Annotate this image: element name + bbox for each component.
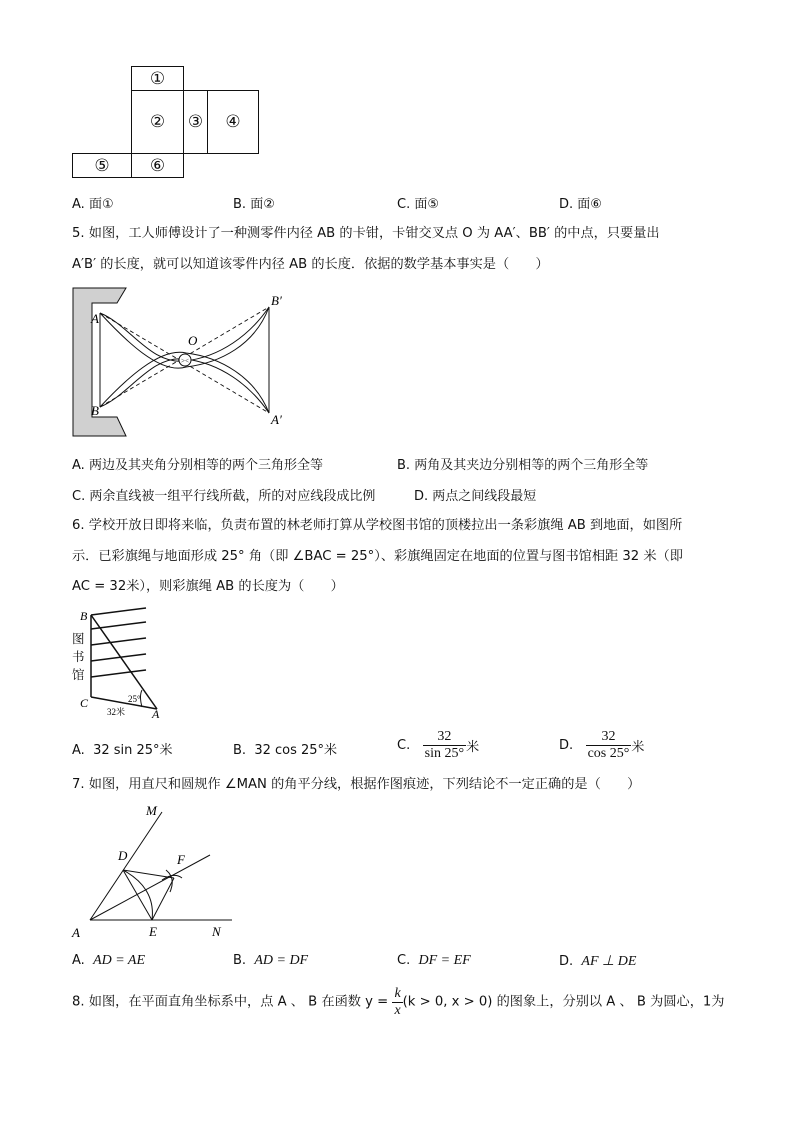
- q7-stem-line1: 7. 如图，用直尺和圆规作 ∠MAN 的角平分线，根据作图痕迹，下列结论不一定正确的是（ ）: [72, 777, 641, 792]
- q4-option-a[interactable]: A. 面①: [72, 197, 114, 212]
- q5-option-b[interactable]: B. 两角及其夹边分别相等的两个三角形全等: [397, 458, 649, 473]
- q5-stem-line2: A′B′ 的长度，就可以知道该零件内径 AB 的长度．依据的数学基本事实是（ ）: [72, 257, 549, 272]
- net-face-4: ④: [207, 90, 259, 154]
- label-ap: A′: [271, 412, 282, 427]
- q6-option-c[interactable]: C. $\frac{32}{\sin 25^\circ}$ 米: [397, 729, 480, 761]
- flag-line-1: [91, 608, 146, 615]
- rope-ab: [91, 615, 157, 709]
- q7-option-b[interactable]: B. AD = DF: [233, 953, 309, 968]
- net-face-1: ①: [131, 66, 184, 91]
- net-face-2: ②: [131, 90, 184, 154]
- q5-option-c[interactable]: C. 两余直线被一组平行线所截，所的对应线段成比例: [72, 489, 376, 504]
- angle-bisector-figure: [70, 800, 240, 940]
- caliper-figure: [70, 285, 292, 440]
- label-bp: B′: [271, 293, 282, 308]
- arm-2: [100, 359, 269, 413]
- q4-option-b[interactable]: B. 面②: [233, 197, 275, 212]
- label-c: C: [80, 696, 89, 710]
- q5-stem-line1: 5. 如图，工人师傅设计了一种测零件内径 AB 的卡钳，卡钳交叉点 O 为 AA′、BB′ 的中点，只要量出: [72, 226, 660, 241]
- net-face-6: ⑥: [131, 153, 184, 178]
- flag-line-3: [91, 638, 146, 645]
- arc-f1: [166, 870, 172, 892]
- label-f: F: [177, 852, 185, 867]
- label-angle: 25°: [128, 694, 141, 704]
- label-n: N: [212, 924, 221, 939]
- q5-option-d[interactable]: D. 两点之间线段最短: [414, 489, 537, 504]
- ray-af: [90, 855, 210, 920]
- q5-option-a[interactable]: A. 两边及其夹角分别相等的两个三角形全等: [72, 458, 323, 473]
- label-b: B: [80, 609, 88, 623]
- label-a: A: [72, 925, 80, 940]
- label-d: D: [118, 848, 128, 863]
- q6-stem-line1: 6. 学校开放日即将来临，负责布置的林老师打算从学校图书馆的顶楼拉出一条彩旗绳 AB 到地面，如图所: [72, 518, 683, 533]
- label-distance: 32米: [107, 707, 126, 717]
- library-label: 图 书 馆: [72, 631, 85, 682]
- label-o: O: [188, 333, 198, 348]
- segment-df: [123, 870, 174, 878]
- flag-line-5: [91, 670, 146, 677]
- q6-option-d[interactable]: D. $\frac{32}{\cos 25^\circ}$ 米: [559, 729, 645, 761]
- library-figure: [70, 605, 180, 720]
- label-a: A: [91, 311, 99, 326]
- q6-stem-line2: 示．已彩旗绳与地面形成 25° 角（即 ∠BAC = 25°）、彩旗绳固定在地面的位置与图书馆相距 32 米（即: [72, 549, 683, 564]
- segment-de: [123, 870, 152, 920]
- net-face-3: ③: [183, 90, 208, 154]
- angle-arc: [141, 690, 143, 707]
- label-b: B: [91, 403, 99, 418]
- q6-option-b[interactable]: B. 32 cos 25°米: [233, 743, 338, 758]
- q4-option-d[interactable]: D. 面⑥: [559, 197, 602, 212]
- q7-option-a[interactable]: A. AD = AE: [72, 953, 146, 968]
- label-m: M: [146, 803, 157, 818]
- svg-text:><: ><: [181, 357, 189, 365]
- net-face-5: ⑤: [72, 153, 132, 178]
- q6-stem-line3: AC = 32米），则彩旗绳 AB 的长度为（ ）: [72, 579, 344, 594]
- q7-option-c[interactable]: C. DF = EF: [397, 953, 471, 968]
- q7-option-d[interactable]: D. AF ⊥ DE: [559, 954, 637, 969]
- q6-option-a[interactable]: A. 32 sin 25°米: [72, 743, 173, 758]
- label-a: A: [152, 707, 160, 720]
- label-e: E: [149, 924, 157, 939]
- q8-stem-line1: 8. 如图，在平面直角坐标系中，点 A 、 B 在函数 y = $\frac{k}{x}$ (k > 0, x > 0) 的图象上，分别以 A 、 B 为圆心，1为: [72, 986, 725, 1018]
- q4-option-c[interactable]: C. 面⑤: [397, 197, 440, 212]
